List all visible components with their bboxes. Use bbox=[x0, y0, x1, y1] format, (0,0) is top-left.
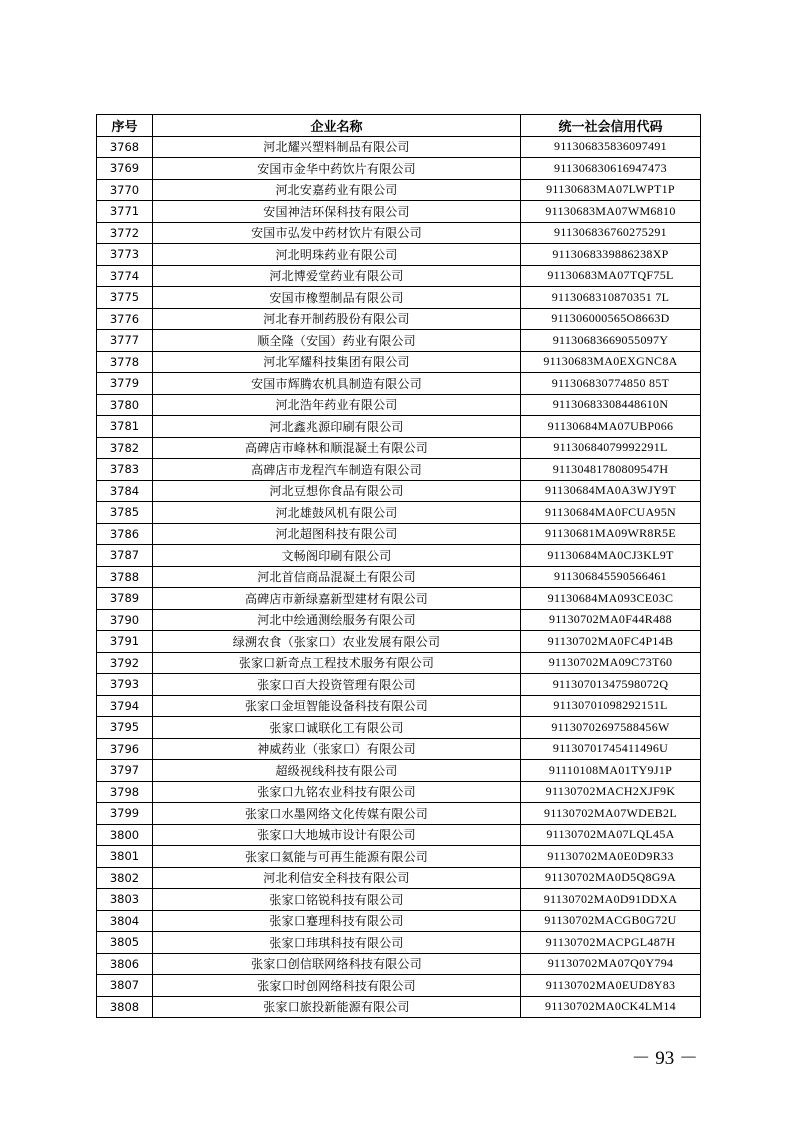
table-row bbox=[97, 459, 701, 481]
row-serial: 3797 bbox=[97, 760, 153, 782]
row-credit-code: 91130702MA07LQL45A bbox=[521, 824, 701, 846]
row-company-name: 高碑店市峰林和顺混凝土有限公司 bbox=[153, 437, 521, 459]
row-credit-code: 91130701347598072Q bbox=[521, 674, 701, 696]
row-credit-code: 91130684MA0A3WJY9T bbox=[521, 480, 701, 502]
row-serial: 3788 bbox=[97, 566, 153, 588]
row-serial: 3794 bbox=[97, 695, 153, 717]
header-company-name: 企业名称 bbox=[153, 115, 521, 137]
row-company-name: 河北耀兴塑料制品有限公司 bbox=[153, 136, 521, 158]
row-serial: 3775 bbox=[97, 287, 153, 309]
row-credit-code: 91130702MACGB0G72U bbox=[521, 910, 701, 932]
row-company-name: 河北超图科技有限公司 bbox=[153, 523, 521, 545]
table-row bbox=[97, 695, 701, 717]
table-row bbox=[97, 781, 701, 803]
row-company-name: 顺全隆（安国）药业有限公司 bbox=[153, 330, 521, 352]
row-company-name: 河北军耀科技集团有限公司 bbox=[153, 351, 521, 373]
row-serial: 3768 bbox=[97, 136, 153, 158]
table-row bbox=[97, 201, 701, 223]
row-serial: 3770 bbox=[97, 179, 153, 201]
table-row bbox=[97, 803, 701, 825]
row-serial: 3801 bbox=[97, 846, 153, 868]
row-credit-code: 91130702MA0F44R488 bbox=[521, 609, 701, 631]
table-row bbox=[97, 975, 701, 997]
table-row bbox=[97, 437, 701, 459]
row-company-name: 张家口百大投资管理有限公司 bbox=[153, 674, 521, 696]
table-row bbox=[97, 416, 701, 438]
row-credit-code: 91130702MA09C73T60 bbox=[521, 652, 701, 674]
row-credit-code: 91130701745411496U bbox=[521, 738, 701, 760]
row-credit-code: 91130701098292151L bbox=[521, 695, 701, 717]
row-serial: 3808 bbox=[97, 996, 153, 1018]
row-company-name: 张家口时创网络科技有限公司 bbox=[153, 975, 521, 997]
row-credit-code: 91130702MA07Q0Y794 bbox=[521, 953, 701, 975]
row-company-name: 河北浩年药业有限公司 bbox=[153, 394, 521, 416]
table-body bbox=[97, 136, 701, 1018]
row-company-name: 河北鑫兆源印刷有限公司 bbox=[153, 416, 521, 438]
row-company-name: 文畅阁印刷有限公司 bbox=[153, 545, 521, 567]
row-company-name: 安国神洁环保科技有限公司 bbox=[153, 201, 521, 223]
row-company-name: 安国市橡塑制品有限公司 bbox=[153, 287, 521, 309]
row-credit-code: 91130684MA0FCUA95N bbox=[521, 502, 701, 524]
table-row bbox=[97, 330, 701, 352]
row-credit-code: 91130702MA0CK4LM14 bbox=[521, 996, 701, 1018]
row-credit-code: 91130702697588456W bbox=[521, 717, 701, 739]
table-row bbox=[97, 824, 701, 846]
row-company-name: 张家口金垣智能设备科技有限公司 bbox=[153, 695, 521, 717]
row-serial: 3802 bbox=[97, 867, 153, 889]
row-credit-code: 9113068339886238XP bbox=[521, 244, 701, 266]
row-credit-code: 91130683MA07TQF75L bbox=[521, 265, 701, 287]
row-serial: 3785 bbox=[97, 502, 153, 524]
row-company-name: 张家口诚联化工有限公司 bbox=[153, 717, 521, 739]
row-company-name: 安国市弘发中药材饮片有限公司 bbox=[153, 222, 521, 244]
row-company-name: 河北中绘通测绘服务有限公司 bbox=[153, 609, 521, 631]
row-credit-code: 911306830616947473 bbox=[521, 158, 701, 180]
table-row bbox=[97, 609, 701, 631]
table-row bbox=[97, 373, 701, 395]
row-company-name: 张家口新奇点工程技术服务有限公司 bbox=[153, 652, 521, 674]
row-credit-code: 91130681MA09WR8R5E bbox=[521, 523, 701, 545]
row-serial: 3769 bbox=[97, 158, 153, 180]
row-company-name: 张家口氦能与可再生能源有限公司 bbox=[153, 846, 521, 868]
table-row bbox=[97, 545, 701, 567]
row-credit-code: 91130683308448610N bbox=[521, 394, 701, 416]
row-company-name: 高碑店市龙程汽车制造有限公司 bbox=[153, 459, 521, 481]
row-credit-code: 911306835836097491 bbox=[521, 136, 701, 158]
table-row bbox=[97, 351, 701, 373]
table-row bbox=[97, 287, 701, 309]
row-serial: 3799 bbox=[97, 803, 153, 825]
row-serial: 3787 bbox=[97, 545, 153, 567]
table-row bbox=[97, 222, 701, 244]
row-serial: 3776 bbox=[97, 308, 153, 330]
row-serial: 3790 bbox=[97, 609, 153, 631]
table-row bbox=[97, 631, 701, 653]
row-serial: 3800 bbox=[97, 824, 153, 846]
table-row bbox=[97, 308, 701, 330]
row-company-name: 河北春开制药股份有限公司 bbox=[153, 308, 521, 330]
row-company-name: 张家口玮琪科技有限公司 bbox=[153, 932, 521, 954]
row-serial: 3778 bbox=[97, 351, 153, 373]
row-company-name: 河北博爱堂药业有限公司 bbox=[153, 265, 521, 287]
row-company-name: 神威药业（张家口）有限公司 bbox=[153, 738, 521, 760]
row-credit-code: 91130702MA0E0D9R33 bbox=[521, 846, 701, 868]
row-serial: 3779 bbox=[97, 373, 153, 395]
row-credit-code: 91130683MA07WM6810 bbox=[521, 201, 701, 223]
table-row bbox=[97, 760, 701, 782]
row-credit-code: 9113068310870351 7L bbox=[521, 287, 701, 309]
row-company-name: 绿溯农食（张家口）农业发展有限公司 bbox=[153, 631, 521, 653]
row-credit-code: 911306836760275291 bbox=[521, 222, 701, 244]
row-serial: 3805 bbox=[97, 932, 153, 954]
row-company-name: 张家口旅投新能源有限公司 bbox=[153, 996, 521, 1018]
table-row bbox=[97, 867, 701, 889]
row-company-name: 张家口铭锐科技有限公司 bbox=[153, 889, 521, 911]
table-row bbox=[97, 738, 701, 760]
row-credit-code: 911306845590566461 bbox=[521, 566, 701, 588]
row-serial: 3774 bbox=[97, 265, 153, 287]
table-row bbox=[97, 566, 701, 588]
row-company-name: 张家口水墨网络文化传媒有限公司 bbox=[153, 803, 521, 825]
enterprise-table bbox=[96, 114, 701, 1018]
table-row bbox=[97, 244, 701, 266]
table-row bbox=[97, 394, 701, 416]
row-serial: 3796 bbox=[97, 738, 153, 760]
table-row bbox=[97, 652, 701, 674]
row-credit-code: 91130684MA07UBP066 bbox=[521, 416, 701, 438]
row-company-name: 张家口九铭农业科技有限公司 bbox=[153, 781, 521, 803]
row-serial: 3792 bbox=[97, 652, 153, 674]
table-row bbox=[97, 717, 701, 739]
row-credit-code: 91130702MA0EUD8Y83 bbox=[521, 975, 701, 997]
row-serial: 3789 bbox=[97, 588, 153, 610]
row-serial: 3781 bbox=[97, 416, 153, 438]
row-credit-code: 91130702MACH2XJF9K bbox=[521, 781, 701, 803]
table-row bbox=[97, 158, 701, 180]
table-row bbox=[97, 480, 701, 502]
row-serial: 3784 bbox=[97, 480, 153, 502]
row-serial: 3804 bbox=[97, 910, 153, 932]
table-row bbox=[97, 846, 701, 868]
header-credit-code: 统一社会信用代码 bbox=[521, 115, 701, 137]
row-serial: 3798 bbox=[97, 781, 153, 803]
table-row bbox=[97, 502, 701, 524]
row-serial: 3773 bbox=[97, 244, 153, 266]
row-company-name: 高碑店市新绿嘉新型建材有限公司 bbox=[153, 588, 521, 610]
row-credit-code: 911306000565O8663D bbox=[521, 308, 701, 330]
header-serial: 序号 bbox=[97, 115, 153, 137]
row-serial: 3806 bbox=[97, 953, 153, 975]
table-row bbox=[97, 265, 701, 287]
row-company-name: 张家口蹇理科技有限公司 bbox=[153, 910, 521, 932]
row-serial: 3771 bbox=[97, 201, 153, 223]
row-serial: 3783 bbox=[97, 459, 153, 481]
row-serial: 3772 bbox=[97, 222, 153, 244]
row-credit-code: 911306830774850 85T bbox=[521, 373, 701, 395]
row-credit-code: 91130702MA0D5Q8G9A bbox=[521, 867, 701, 889]
row-company-name: 河北明珠药业有限公司 bbox=[153, 244, 521, 266]
row-credit-code: 91130702MA07WDEB2L bbox=[521, 803, 701, 825]
row-credit-code: 91130683MA0EXGNC8A bbox=[521, 351, 701, 373]
row-company-name: 张家口创信联网络科技有限公司 bbox=[153, 953, 521, 975]
table-row bbox=[97, 179, 701, 201]
row-company-name: 河北安嘉药业有限公司 bbox=[153, 179, 521, 201]
table-row bbox=[97, 523, 701, 545]
table-row bbox=[97, 932, 701, 954]
row-credit-code: 91110108MA01TY9J1P bbox=[521, 760, 701, 782]
row-company-name: 河北利信安全科技有限公司 bbox=[153, 867, 521, 889]
row-credit-code: 91130702MA0D91DDXA bbox=[521, 889, 701, 911]
row-company-name: 安国市辉腾农机具制造有限公司 bbox=[153, 373, 521, 395]
table-row bbox=[97, 953, 701, 975]
row-serial: 3777 bbox=[97, 330, 153, 352]
table-row bbox=[97, 136, 701, 158]
row-company-name: 河北豆想你食品有限公司 bbox=[153, 480, 521, 502]
row-serial: 3795 bbox=[97, 717, 153, 739]
row-serial: 3791 bbox=[97, 631, 153, 653]
row-serial: 3793 bbox=[97, 674, 153, 696]
row-credit-code: 91130683MA07LWPT1P bbox=[521, 179, 701, 201]
row-credit-code: 91130684MA093CE03C bbox=[521, 588, 701, 610]
row-serial: 3803 bbox=[97, 889, 153, 911]
row-credit-code: 91130683669055097Y bbox=[521, 330, 701, 352]
row-company-name: 河北雄鼓风机有限公司 bbox=[153, 502, 521, 524]
table-row bbox=[97, 588, 701, 610]
row-serial: 3782 bbox=[97, 437, 153, 459]
row-credit-code: 91130702MA0FC4P14B bbox=[521, 631, 701, 653]
row-credit-code: 91130481780809547H bbox=[521, 459, 701, 481]
table-row bbox=[97, 910, 701, 932]
row-company-name: 安国市金华中药饮片有限公司 bbox=[153, 158, 521, 180]
row-credit-code: 91130684079992291L bbox=[521, 437, 701, 459]
page-number: － 93 － bbox=[631, 1048, 698, 1069]
table-row bbox=[97, 674, 701, 696]
row-serial: 3786 bbox=[97, 523, 153, 545]
row-serial: 3780 bbox=[97, 394, 153, 416]
table-row bbox=[97, 889, 701, 911]
table-header-row bbox=[97, 115, 701, 137]
table-row bbox=[97, 996, 701, 1018]
row-credit-code: 91130684MA0CJ3KL9T bbox=[521, 545, 701, 567]
row-credit-code: 91130702MACPGL487H bbox=[521, 932, 701, 954]
row-company-name: 河北首信商品混凝土有限公司 bbox=[153, 566, 521, 588]
row-company-name: 张家口大地城市设计有限公司 bbox=[153, 824, 521, 846]
row-serial: 3807 bbox=[97, 975, 153, 997]
row-company-name: 超级视线科技有限公司 bbox=[153, 760, 521, 782]
